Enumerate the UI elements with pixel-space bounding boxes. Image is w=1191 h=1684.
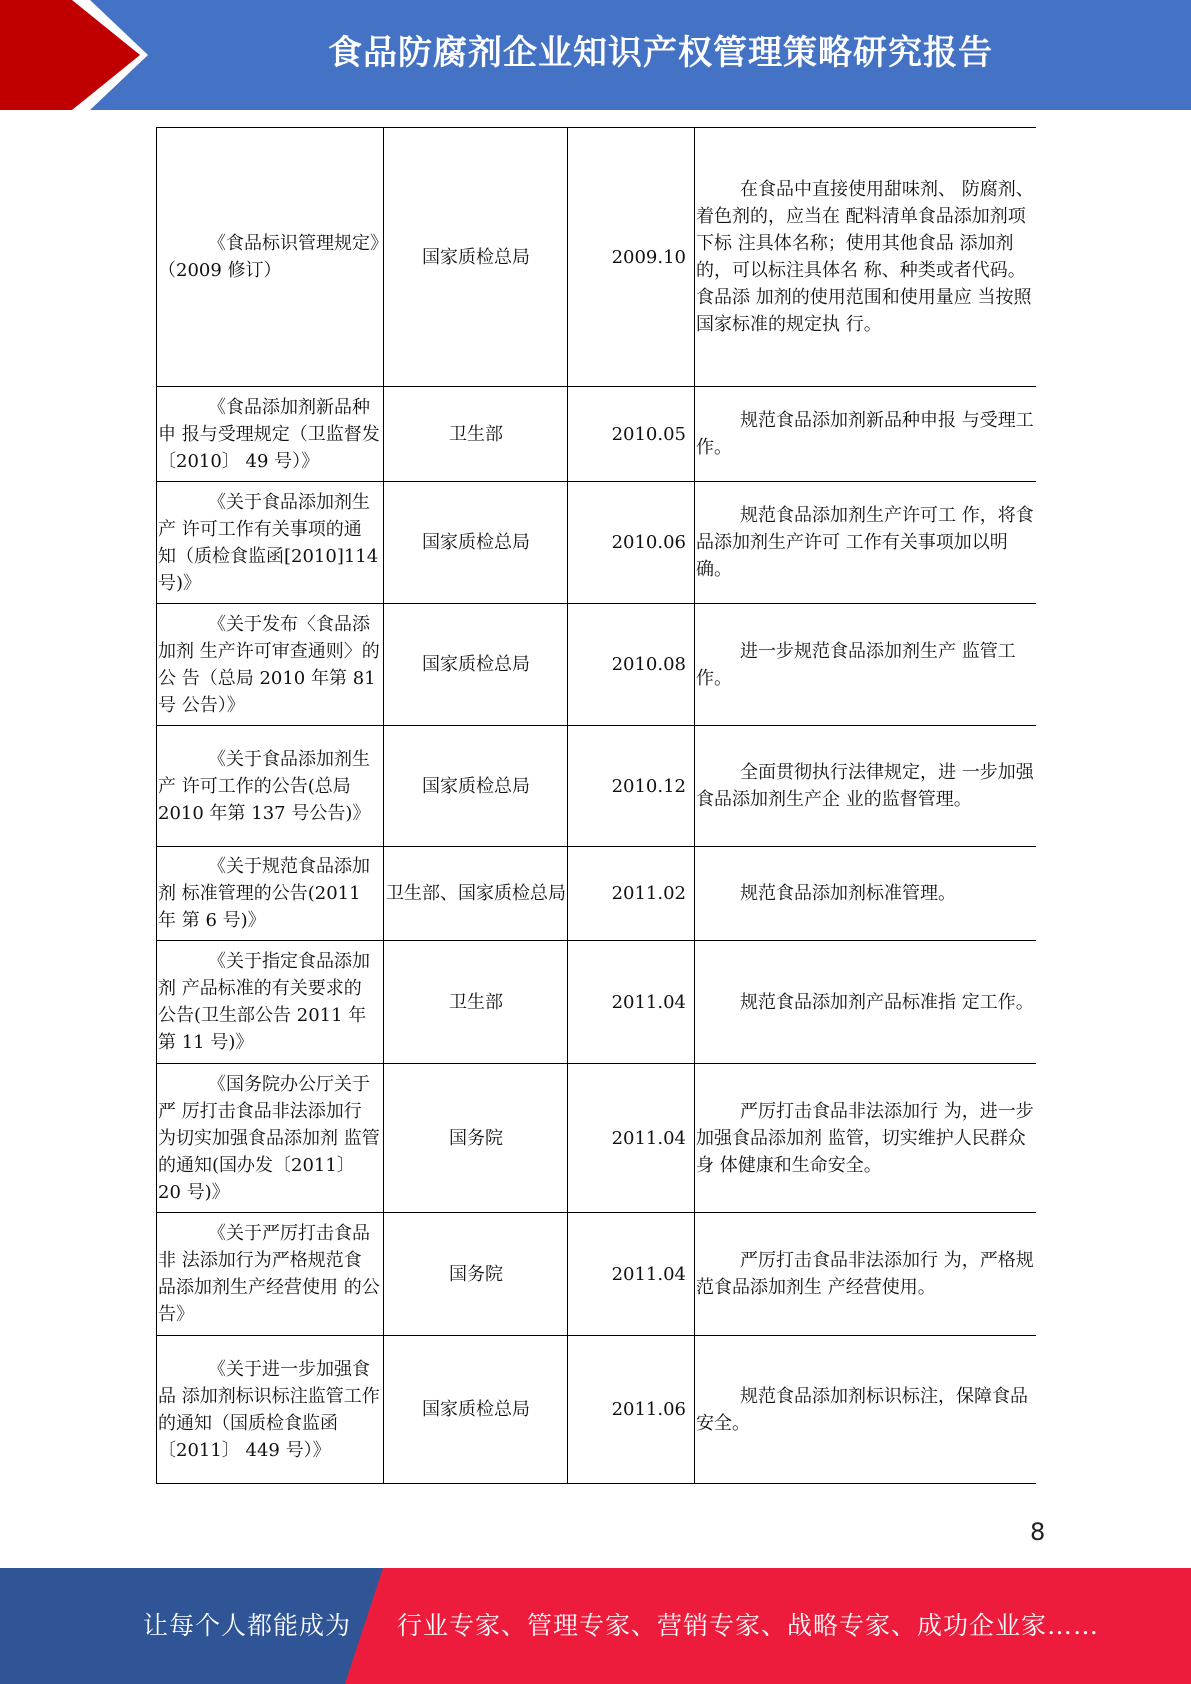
table-row xyxy=(157,726,1036,847)
regulation-title-cell: 《关于指定食品添加剂 产品标准的有关要求的 公告(卫生部公告 2011 年 第 11 号)》 xyxy=(157,941,384,1064)
department-cell: 国务院 xyxy=(384,1213,568,1336)
footer-slogan-right: 行业专家、管理专家、营销专家、战略专家、成功企业家…… xyxy=(397,1611,1100,1640)
description-cell: 规范食品添加剂生产许可工 作，将食品添加剂生产许可 工作有关事项加以明确。 xyxy=(695,482,1036,604)
red-chevron-icon xyxy=(0,0,160,110)
document-title: 食品防腐剂企业知识产权管理策略研究报告 xyxy=(328,33,993,73)
description-cell: 进一步规范食品添加剂生产 监管工作。 xyxy=(695,604,1036,726)
regulation-title-cell: 《关于食品添加剂生产 许可工作的公告(总局2010 年第 137 号公告)》 xyxy=(157,726,384,847)
date-cell: 2009.10 xyxy=(568,128,695,387)
page-header xyxy=(0,0,1191,110)
page-footer xyxy=(0,1568,1191,1684)
department-cell: 卫生部 xyxy=(384,941,568,1064)
regulation-title-cell: 《关于食品添加剂生产 许可工作有关事项的通 知（质检食监函[2010]114 号)》 xyxy=(157,482,384,604)
department-cell: 国家质检总局 xyxy=(384,1336,568,1484)
regulation-title-cell: 《关于发布〈食品添加剂 生产许可审查通则〉的公 告（总局 2010 年第 81 号 公告）》 xyxy=(157,604,384,726)
regulation-title-cell: 《关于严厉打击食品非 法添加行为严格规范食 品添加剂生产经营使用 的公告》 xyxy=(157,1213,384,1336)
table-row xyxy=(157,482,1036,604)
regulation-title-cell: 《国务院办公厅关于严 厉打击食品非法添加行 为切实加强食品添加剂 监管的通知(国办发〔2011〕 20 号)》 xyxy=(157,1064,384,1213)
table-row xyxy=(157,604,1036,726)
date-cell: 2011.04 xyxy=(568,1213,695,1336)
description-cell: 规范食品添加剂标准管理。 xyxy=(695,847,1036,941)
description-cell: 规范食品添加剂标识标注，保障食品安全。 xyxy=(695,1336,1036,1484)
date-cell: 2011.04 xyxy=(568,1064,695,1213)
department-cell: 卫生部、国家质检总局 xyxy=(384,847,568,941)
description-cell: 在食品中直接使用甜味剂、 防腐剂、着色剂的，应当在 配料清单食品添加剂项下标 注具体名称；使用其他食品 添加剂的，可以标注具体名 称、种类或者代码。食品添 加剂的使用范围和使用量应 当按照国家标准的规定执 行。 xyxy=(695,128,1036,387)
department-cell: 国家质检总局 xyxy=(384,128,568,387)
date-cell: 2011.06 xyxy=(568,1336,695,1484)
description-cell: 严厉打击食品非法添加行 为，严格规范食品添加剂生 产经营使用。 xyxy=(695,1213,1036,1336)
table-row xyxy=(157,941,1036,1064)
table-row xyxy=(157,1064,1036,1213)
date-cell: 2011.04 xyxy=(568,941,695,1064)
department-cell: 国家质检总局 xyxy=(384,482,568,604)
regulation-title-cell: 《关于规范食品添加剂 标准管理的公告(2011 年 第 6 号)》 xyxy=(157,847,384,941)
table-row xyxy=(157,1336,1036,1484)
description-cell: 规范食品添加剂产品标准指 定工作。 xyxy=(695,941,1036,1064)
table-row xyxy=(157,1213,1036,1336)
table-row xyxy=(157,128,1036,387)
regulations-table-container xyxy=(156,127,1035,1484)
description-cell: 全面贯彻执行法律规定，进 一步加强食品添加剂生产企 业的监督管理。 xyxy=(695,726,1036,847)
description-cell: 严厉打击食品非法添加行 为，进一步加强食品添加剂 监管，切实维护人民群众身 体健康和生命安全。 xyxy=(695,1064,1036,1213)
page-number: 8 xyxy=(1030,1518,1046,1546)
date-cell: 2010.05 xyxy=(568,387,695,482)
description-cell: 规范食品添加剂新品种申报 与受理工作。 xyxy=(695,387,1036,482)
regulation-title-cell: 《食品添加剂新品种申 报与受理规定（卫监督发〔2010〕 49 号）》 xyxy=(157,387,384,482)
department-cell: 国家质检总局 xyxy=(384,604,568,726)
department-cell: 国家质检总局 xyxy=(384,726,568,847)
regulation-title-cell: 《食品标识管理规定》（2009 修订） xyxy=(157,128,384,387)
date-cell: 2010.08 xyxy=(568,604,695,726)
date-cell: 2010.06 xyxy=(568,482,695,604)
table-row xyxy=(157,847,1036,941)
table-row xyxy=(157,387,1036,482)
regulation-title-cell: 《关于进一步加强食品 添加剂标识标注监管工作的通知（国质检食监函〔2011〕 449 号）》 xyxy=(157,1336,384,1484)
regulations-table xyxy=(156,127,1036,1484)
department-cell: 卫生部 xyxy=(384,387,568,482)
department-cell: 国务院 xyxy=(384,1064,568,1213)
footer-slogan-left: 让每个人都能成为 xyxy=(143,1611,352,1640)
date-cell: 2011.02 xyxy=(568,847,695,941)
date-cell: 2010.12 xyxy=(568,726,695,847)
